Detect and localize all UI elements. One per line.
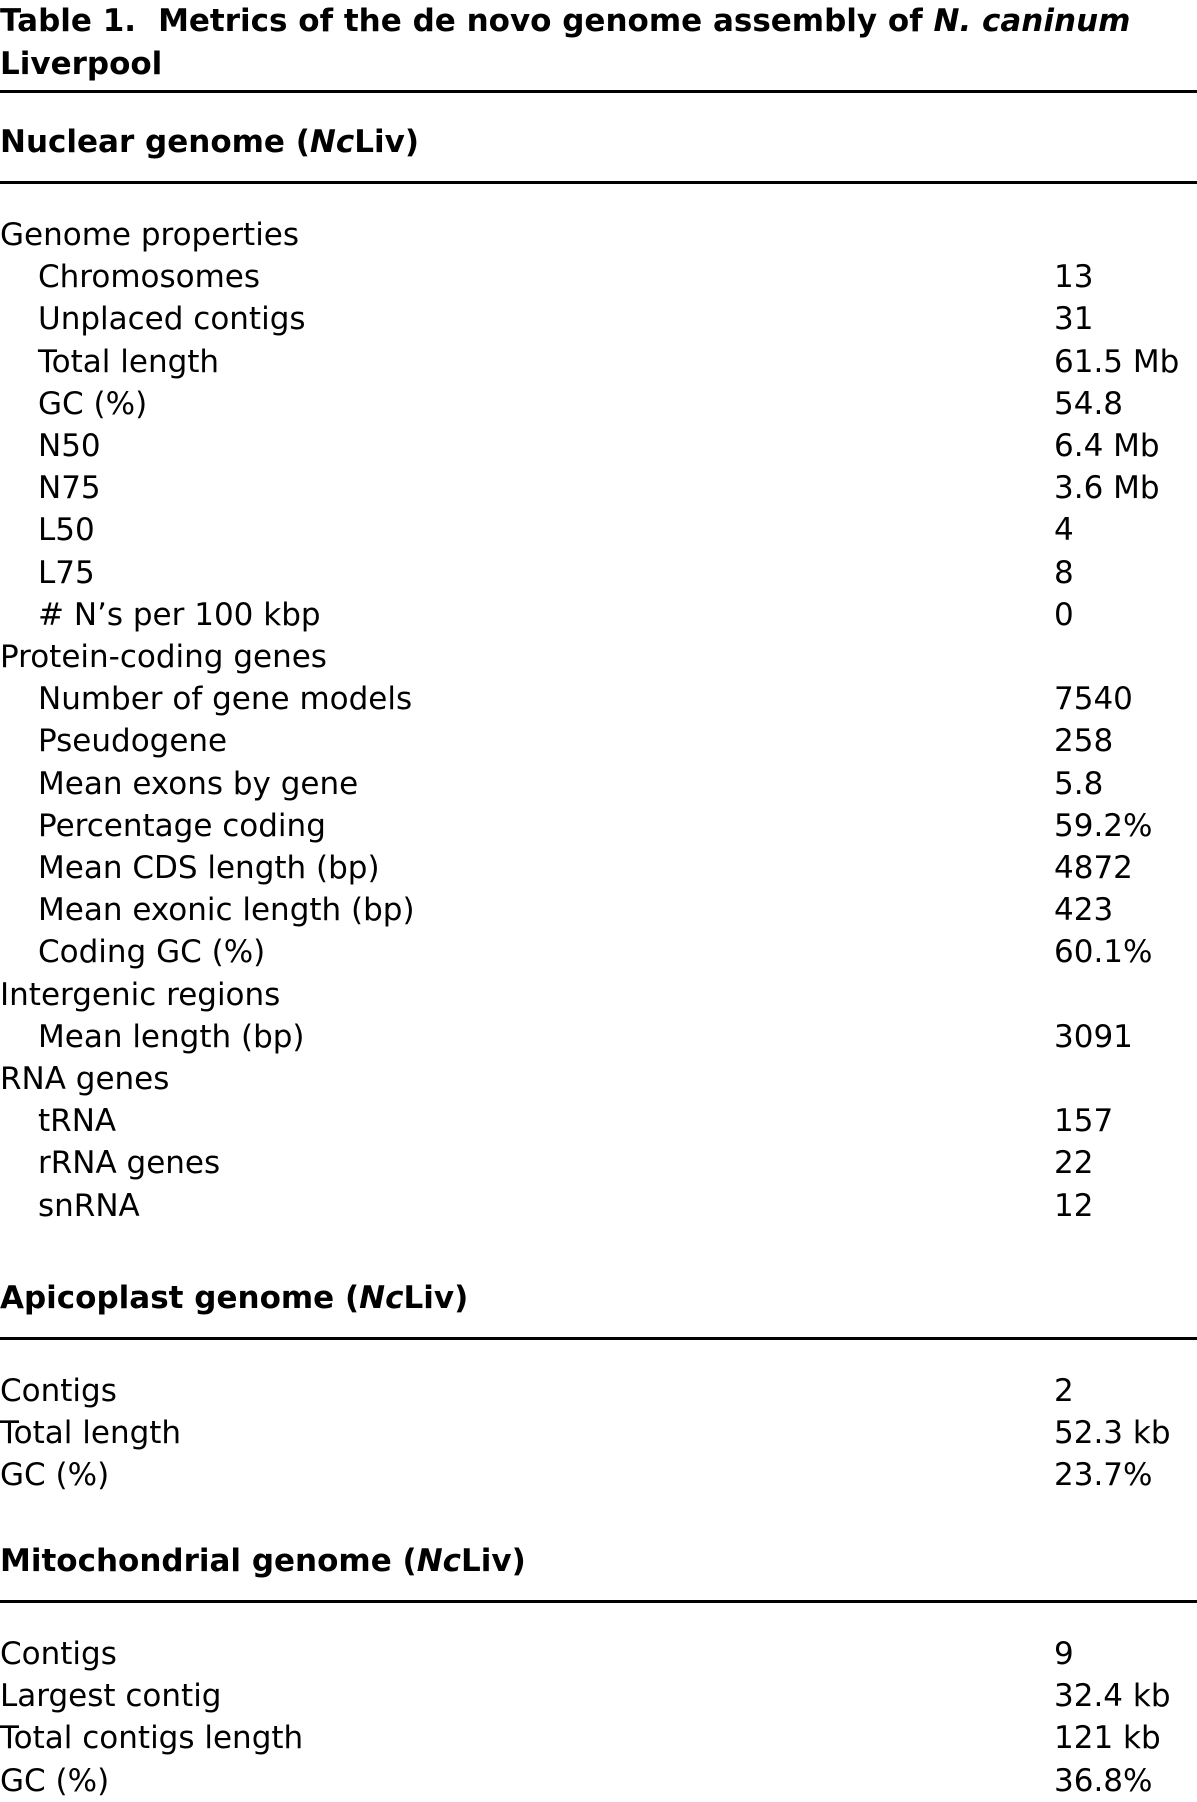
row-value: 3.6 Mb <box>1054 470 1160 507</box>
row-label: Intergenic regions <box>0 976 281 1013</box>
row-value: 59.2% <box>1054 807 1153 844</box>
row-value: 12 <box>1054 1187 1094 1224</box>
table-row-group <box>0 214 1197 256</box>
table-row <box>0 1100 1197 1142</box>
table-title-line-1 <box>0 0 1197 43</box>
table-title-line-2: Liverpool <box>0 46 163 82</box>
section-heading-text: Apicoplast genome ( <box>0 1280 360 1316</box>
row-value: 61.5 Mb <box>1054 343 1180 380</box>
table-row <box>0 763 1197 805</box>
table-row <box>0 509 1197 551</box>
section-rule-apicoplast <box>0 1337 1197 1340</box>
row-label: Total length <box>38 343 220 380</box>
section-heading-text: Mitochondrial genome ( <box>0 1543 417 1579</box>
row-label: Percentage coding <box>38 807 326 844</box>
row-label: Unplaced contigs <box>38 301 306 338</box>
row-value: 7540 <box>1054 681 1133 718</box>
row-value: 9 <box>1054 1636 1074 1672</box>
table-row <box>0 1016 1197 1058</box>
section-heading-suffix: Liv) <box>403 1280 469 1316</box>
section-heading-suffix: Liv) <box>354 124 420 160</box>
table-title-main: Metrics of the de novo genome assembly of <box>158 3 934 39</box>
table-row <box>0 594 1197 636</box>
table-row-group <box>0 1717 1197 1759</box>
row-label: Total length <box>0 1415 182 1452</box>
table-row <box>0 341 1197 383</box>
row-value: 2 <box>1054 1373 1074 1409</box>
table-row-group <box>0 1412 1197 1454</box>
row-label: GC (%) <box>38 385 148 422</box>
row-value: 5.8 <box>1054 765 1104 802</box>
row-value: 8 <box>1054 554 1074 591</box>
row-label: Total contigs length <box>0 1720 304 1757</box>
table-row <box>0 1185 1197 1227</box>
table-row-group <box>0 1370 1197 1412</box>
row-label: N50 <box>38 428 101 464</box>
row-value: 36.8% <box>1054 1762 1153 1799</box>
table-row <box>0 1142 1197 1184</box>
section-heading-apicoplast <box>0 1278 468 1318</box>
table-row-group <box>0 1633 1197 1675</box>
section-heading-italic: Nc <box>416 1543 462 1579</box>
row-value: 6.4 Mb <box>1054 428 1160 464</box>
table-row <box>0 425 1197 467</box>
row-label: L75 <box>38 554 95 591</box>
title-rule <box>0 90 1197 93</box>
row-label: Protein-coding genes <box>0 639 327 675</box>
row-value: 258 <box>1054 723 1114 760</box>
row-value: 3091 <box>1054 1018 1133 1055</box>
table-row-group <box>0 1454 1197 1496</box>
row-label: RNA genes <box>0 1061 170 1097</box>
row-label: GC (%) <box>0 1762 110 1799</box>
row-label: Mean length (bp) <box>38 1018 305 1055</box>
row-label: Mean exons by gene <box>38 765 359 802</box>
row-value: 0 <box>1054 596 1074 633</box>
row-label: Contigs <box>0 1373 117 1409</box>
row-value: 60.1% <box>1054 934 1153 971</box>
section-heading-mitochondrial <box>0 1541 526 1581</box>
row-label: Number of gene models <box>38 681 413 718</box>
table-row-group <box>0 1675 1197 1717</box>
table-row <box>0 552 1197 594</box>
row-value: 54.8 <box>1054 385 1124 422</box>
row-value: 22 <box>1054 1145 1094 1182</box>
row-label: Coding GC (%) <box>38 934 266 971</box>
table-label: Table 1. <box>0 3 137 39</box>
section-heading-italic: Nc <box>309 124 355 160</box>
table-title-species: N. caninum <box>933 3 1131 39</box>
row-label: GC (%) <box>0 1457 110 1494</box>
row-label: Genome properties <box>0 217 300 253</box>
row-label: snRNA <box>38 1187 140 1224</box>
row-value: 121 kb <box>1054 1720 1161 1757</box>
row-label: rRNA genes <box>38 1145 221 1182</box>
row-value: 157 <box>1054 1103 1114 1140</box>
section-heading-italic: Nc <box>359 1280 404 1316</box>
table-title <box>0 0 1197 86</box>
row-label: Contigs <box>0 1636 117 1672</box>
table-row-group <box>0 1760 1197 1802</box>
table-row <box>0 720 1197 762</box>
row-value: 31 <box>1054 301 1094 338</box>
table-row <box>0 805 1197 847</box>
section-heading-text: Nuclear genome ( <box>0 124 310 160</box>
table-row <box>0 847 1197 889</box>
row-value: 23.7% <box>1054 1457 1153 1494</box>
section-rule-nuclear <box>0 181 1197 184</box>
row-label: N75 <box>38 470 101 507</box>
row-value: 32.4 kb <box>1054 1678 1171 1715</box>
table-row-group <box>0 974 1197 1016</box>
row-label: Largest contig <box>0 1678 222 1715</box>
section-heading-suffix: Liv) <box>461 1543 526 1579</box>
row-label: tRNA <box>38 1103 117 1140</box>
row-label: L50 <box>38 512 95 549</box>
section-rule-mitochondrial <box>0 1600 1197 1603</box>
section-heading-nuclear <box>0 122 419 162</box>
table-row <box>0 383 1197 425</box>
table-row <box>0 931 1197 973</box>
row-label: Mean exonic length (bp) <box>38 892 415 929</box>
table-row <box>0 678 1197 720</box>
table-row <box>0 298 1197 340</box>
table-row <box>0 467 1197 509</box>
row-label: Pseudogene <box>38 723 228 760</box>
table-row-group <box>0 1058 1197 1100</box>
row-value: 13 <box>1054 259 1094 296</box>
row-label: Mean CDS length (bp) <box>38 850 380 886</box>
row-label: # N’s per 100 kbp <box>38 596 321 633</box>
row-label: Chromosomes <box>38 259 261 296</box>
row-value: 4872 <box>1054 850 1133 886</box>
row-value: 52.3 kb <box>1054 1415 1171 1452</box>
table-row-group <box>0 636 1197 678</box>
row-value: 423 <box>1054 892 1114 929</box>
table-row <box>0 256 1197 298</box>
table-row <box>0 889 1197 931</box>
row-value: 4 <box>1054 512 1074 549</box>
